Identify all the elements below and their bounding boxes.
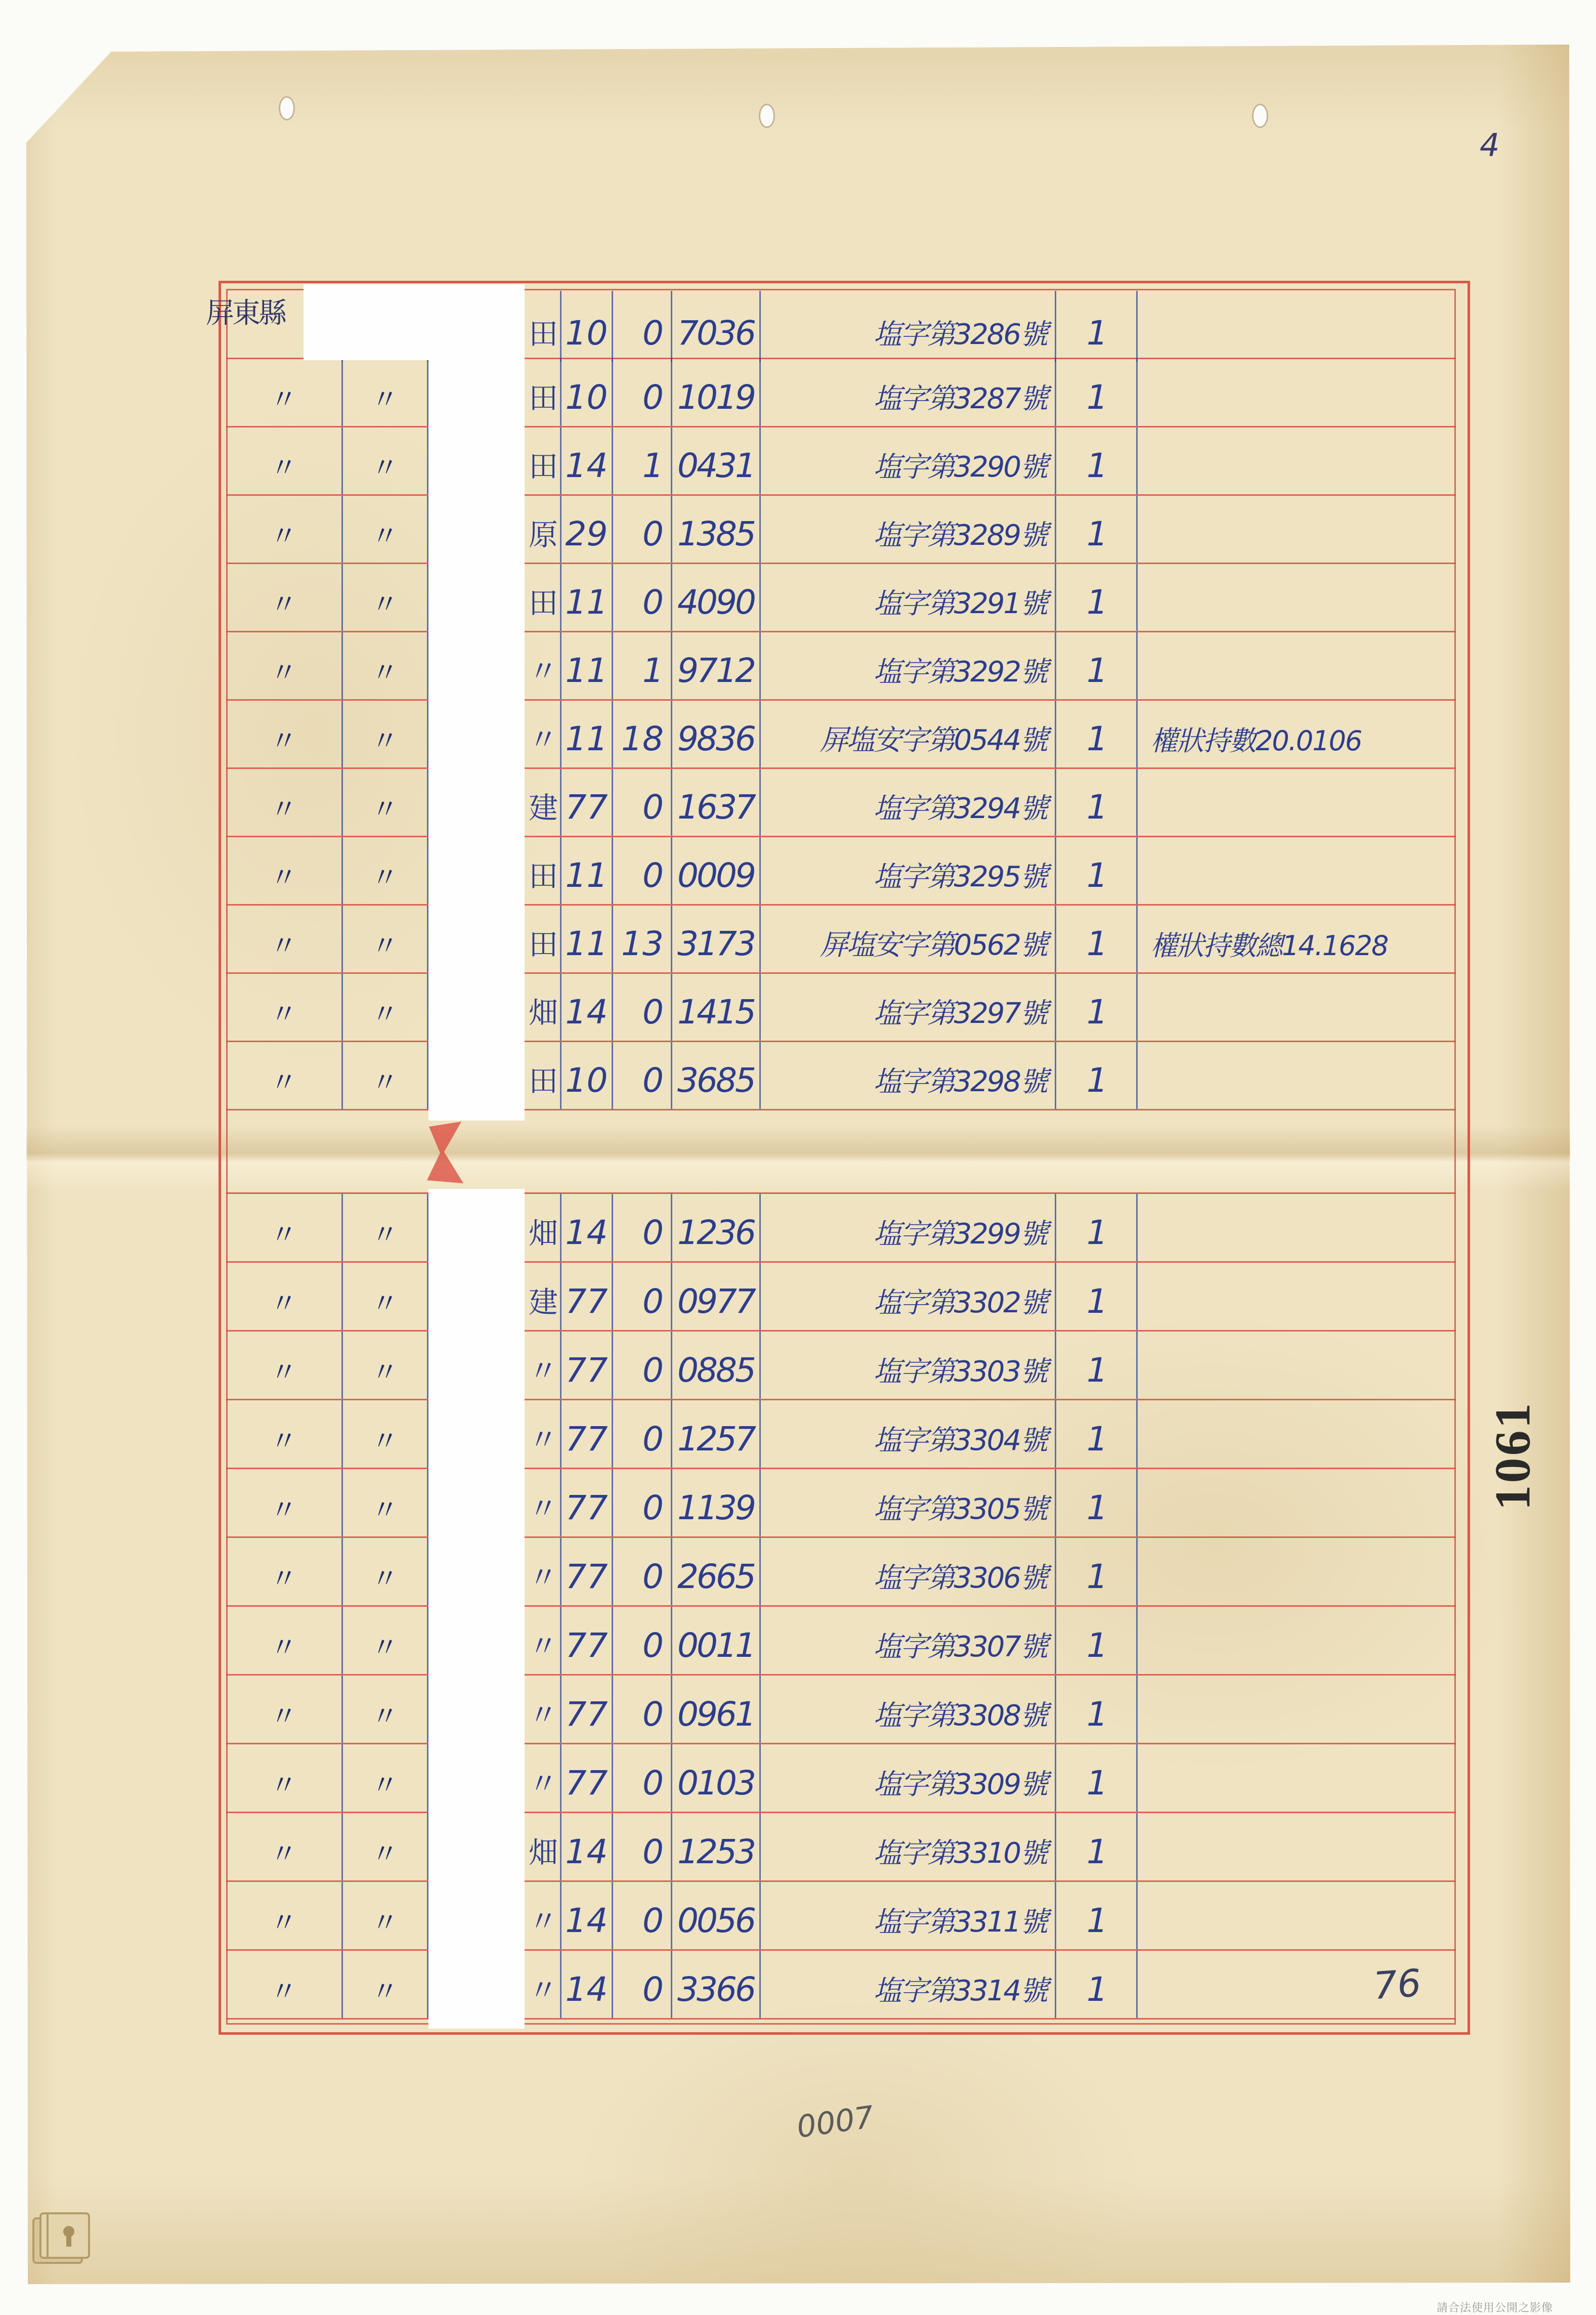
count-cell: 1 bbox=[1056, 1400, 1138, 1468]
location-ditto-cell: 〃 bbox=[343, 1882, 428, 1949]
location-ditto-cell: 〃 bbox=[343, 496, 428, 563]
location-cell: 〃 bbox=[226, 701, 343, 767]
count-cell: 1 bbox=[1056, 1538, 1138, 1605]
area-integer-cell: 0 bbox=[613, 1194, 672, 1261]
remarks-cell bbox=[1138, 1676, 1456, 1743]
area-integer-cell: 0 bbox=[613, 1400, 672, 1468]
land-category-cell: 〃 bbox=[525, 1607, 562, 1674]
location-cell: 〃 bbox=[226, 1813, 343, 1880]
grade-cell: 77 bbox=[562, 1332, 613, 1399]
land-category-cell: 〃 bbox=[525, 632, 562, 699]
location-cell: 〃 bbox=[226, 1042, 343, 1109]
redaction-box bbox=[304, 284, 525, 360]
area-decimal-cell: 0056 bbox=[672, 1882, 761, 1949]
area-decimal-cell: 1139 bbox=[672, 1469, 761, 1536]
remarks-cell bbox=[1138, 1194, 1456, 1261]
grade-cell: 77 bbox=[562, 1676, 613, 1743]
certificate-number-cell: 塩字第3302號 bbox=[761, 1263, 1056, 1330]
land-category-cell: 〃 bbox=[525, 1332, 562, 1399]
count-cell: 1 bbox=[1056, 1332, 1138, 1399]
grade-cell: 11 bbox=[562, 837, 613, 904]
area-integer-cell: 0 bbox=[613, 1042, 672, 1109]
area-integer-cell: 0 bbox=[613, 359, 672, 426]
ledger-row bbox=[226, 1951, 1456, 2020]
grade-cell: 14 bbox=[562, 1951, 613, 2018]
stamp-number: 0007 bbox=[794, 2099, 876, 2146]
count-cell: 1 bbox=[1056, 427, 1138, 494]
ledger-row bbox=[226, 1042, 1456, 1110]
grade-cell: 11 bbox=[562, 701, 613, 767]
remarks-cell bbox=[1138, 1882, 1456, 1949]
area-decimal-cell: 9712 bbox=[672, 632, 761, 699]
location-ditto-cell: 〃 bbox=[343, 564, 428, 631]
land-category-cell: 〃 bbox=[525, 1469, 562, 1536]
count-cell: 1 bbox=[1056, 837, 1138, 904]
certificate-number-cell: 塩字第3307號 bbox=[761, 1607, 1056, 1674]
location-ditto-cell: 〃 bbox=[343, 632, 428, 699]
land-category-cell: 田 bbox=[525, 291, 562, 362]
location-cell: 〃 bbox=[226, 769, 343, 836]
land-category-cell: 田 bbox=[525, 837, 562, 904]
certificate-number-cell: 塩字第3303號 bbox=[761, 1332, 1056, 1399]
punch-hole bbox=[1252, 104, 1268, 128]
count-cell: 1 bbox=[1056, 1263, 1138, 1330]
remarks-cell bbox=[1138, 769, 1456, 836]
location-cell: 〃 bbox=[226, 359, 343, 426]
count-cell: 1 bbox=[1056, 769, 1138, 836]
remarks-cell bbox=[1138, 1263, 1456, 1330]
location-cell: 〃 bbox=[226, 1469, 343, 1536]
remarks-cell bbox=[1138, 1813, 1456, 1880]
land-category-cell: 田 bbox=[525, 564, 562, 631]
area-decimal-cell: 3366 bbox=[672, 1951, 761, 2018]
watermark-text: 請合法使用公開之影像 bbox=[1437, 2302, 1554, 2314]
count-cell: 1 bbox=[1056, 1676, 1138, 1743]
certificate-number-cell: 塩字第3304號 bbox=[761, 1400, 1056, 1468]
grade-cell: 10 bbox=[562, 291, 613, 362]
grade-cell: 14 bbox=[562, 1882, 613, 1949]
grade-cell: 77 bbox=[562, 1263, 613, 1330]
location-ditto-cell: 〃 bbox=[343, 1469, 428, 1536]
ledger-row bbox=[226, 1882, 1456, 1951]
area-decimal-cell: 0977 bbox=[672, 1263, 761, 1330]
location-cell: 〃 bbox=[226, 1744, 343, 1812]
ledger-row bbox=[226, 1469, 1456, 1538]
area-integer-cell: 0 bbox=[613, 1951, 672, 2018]
land-category-cell: 建 bbox=[525, 1263, 562, 1330]
count-cell: 1 bbox=[1056, 1951, 1138, 2018]
ledger-row bbox=[226, 906, 1456, 974]
remarks-cell bbox=[1138, 974, 1456, 1041]
land-category-cell: 田 bbox=[525, 427, 562, 494]
grade-cell: 11 bbox=[562, 632, 613, 699]
area-integer-cell: 0 bbox=[613, 769, 672, 836]
location-cell: 〃 bbox=[226, 1194, 343, 1261]
location-ditto-cell: 〃 bbox=[343, 1607, 428, 1674]
location-cell: 〃 bbox=[226, 427, 343, 494]
area-integer-cell: 0 bbox=[613, 1744, 672, 1812]
count-cell: 1 bbox=[1056, 1882, 1138, 1949]
ledger-row bbox=[226, 1744, 1456, 1813]
grade-cell: 77 bbox=[562, 1607, 613, 1674]
remarks-cell bbox=[1138, 1607, 1456, 1674]
remarks-cell bbox=[1138, 1469, 1456, 1536]
location-cell: 〃 bbox=[226, 1400, 343, 1468]
location-ditto-cell: 〃 bbox=[343, 1813, 428, 1880]
location-ditto-cell: 〃 bbox=[343, 837, 428, 904]
certificate-number-cell: 塩字第3286號 bbox=[761, 291, 1056, 362]
area-decimal-cell: 1637 bbox=[672, 769, 761, 836]
remarks-cell bbox=[1138, 632, 1456, 699]
ledger-row bbox=[226, 359, 1456, 427]
location-ditto-cell: 〃 bbox=[343, 1951, 428, 2018]
location-ditto-cell: 〃 bbox=[343, 1676, 428, 1743]
count-cell: 1 bbox=[1056, 359, 1138, 426]
area-integer-cell: 0 bbox=[613, 1332, 672, 1399]
area-decimal-cell: 1415 bbox=[672, 974, 761, 1041]
location-ditto-cell: 〃 bbox=[343, 1332, 428, 1399]
location-cell: 〃 bbox=[226, 1263, 343, 1330]
certificate-number-cell: 屏塩安字第0544號 bbox=[761, 701, 1056, 767]
location-cell: 〃 bbox=[226, 1951, 343, 2018]
grade-cell: 29 bbox=[562, 496, 613, 563]
archive-number-stamp: 1061 bbox=[1484, 1401, 1541, 1511]
land-category-cell: 〃 bbox=[525, 701, 562, 767]
area-integer-cell: 0 bbox=[613, 837, 672, 904]
count-cell: 1 bbox=[1056, 1042, 1138, 1109]
certificate-number-cell: 塩字第3297號 bbox=[761, 974, 1056, 1041]
remarks-cell bbox=[1138, 1042, 1456, 1109]
area-decimal-cell: 2665 bbox=[672, 1538, 761, 1605]
certificate-number-cell: 塩字第3310號 bbox=[761, 1813, 1056, 1880]
area-integer-cell: 0 bbox=[613, 1538, 672, 1605]
count-cell: 1 bbox=[1056, 1744, 1138, 1812]
location-ditto-cell: 〃 bbox=[343, 1042, 428, 1109]
fold-notch-mark bbox=[425, 1121, 465, 1186]
area-decimal-cell: 1385 bbox=[672, 496, 761, 563]
area-integer-cell: 0 bbox=[613, 564, 672, 631]
location-cell: 〃 bbox=[226, 632, 343, 699]
location-cell: 〃 bbox=[226, 1882, 343, 1949]
location-cell: 〃 bbox=[226, 974, 343, 1041]
grade-cell: 14 bbox=[562, 974, 613, 1041]
area-integer-cell: 13 bbox=[613, 906, 672, 972]
count-cell: 1 bbox=[1056, 564, 1138, 631]
land-category-cell: 建 bbox=[525, 769, 562, 836]
certificate-number-cell: 塩字第3290號 bbox=[761, 427, 1056, 494]
area-decimal-cell: 7036 bbox=[672, 291, 761, 362]
count-cell: 1 bbox=[1056, 701, 1138, 767]
ledger-row bbox=[226, 564, 1456, 632]
location-ditto-cell: 〃 bbox=[343, 1263, 428, 1330]
count-cell: 1 bbox=[1056, 1469, 1138, 1536]
land-category-cell: 〃 bbox=[525, 1744, 562, 1812]
grade-cell: 77 bbox=[562, 1538, 613, 1605]
land-category-cell: 〃 bbox=[525, 1538, 562, 1605]
grade-cell: 11 bbox=[562, 906, 613, 972]
area-integer-cell: 0 bbox=[613, 496, 672, 563]
ledger-row bbox=[226, 1263, 1456, 1332]
area-integer-cell: 0 bbox=[613, 1469, 672, 1536]
location-cell: 〃 bbox=[226, 1607, 343, 1674]
area-decimal-cell: 0885 bbox=[672, 1332, 761, 1399]
archive-book-icon bbox=[29, 2208, 96, 2268]
area-decimal-cell: 0009 bbox=[672, 837, 761, 904]
grade-cell: 14 bbox=[562, 1194, 613, 1261]
location-ditto-cell: 〃 bbox=[343, 769, 428, 836]
area-decimal-cell: 3173 bbox=[672, 906, 761, 972]
area-integer-cell: 0 bbox=[613, 1263, 672, 1330]
remarks-cell bbox=[1138, 291, 1456, 362]
grade-cell: 10 bbox=[562, 1042, 613, 1109]
grade-cell: 77 bbox=[562, 769, 613, 836]
ledger-upper-half bbox=[206, 291, 1456, 1110]
certificate-number-cell: 塩字第3308號 bbox=[761, 1676, 1056, 1743]
location-ditto-cell: 〃 bbox=[343, 427, 428, 494]
ledger-row bbox=[226, 1194, 1456, 1263]
location-cell: 〃 bbox=[226, 564, 343, 631]
certificate-number-cell: 塩字第3305號 bbox=[761, 1469, 1056, 1536]
certificate-number-cell: 塩字第3289號 bbox=[761, 496, 1056, 563]
location-ditto-cell: 〃 bbox=[343, 1194, 428, 1261]
area-integer-cell: 18 bbox=[613, 701, 672, 767]
count-cell: 1 bbox=[1056, 906, 1138, 972]
area-integer-cell: 0 bbox=[613, 1607, 672, 1674]
location-cell: 屏東縣 bbox=[206, 291, 343, 362]
area-integer-cell: 1 bbox=[613, 427, 672, 494]
ledger-row bbox=[226, 1676, 1456, 1744]
location-cell: 〃 bbox=[226, 1332, 343, 1399]
certificate-number-cell: 屏塩安字第0562號 bbox=[761, 906, 1056, 972]
certificate-number-cell: 塩字第3298號 bbox=[761, 1042, 1056, 1109]
certificate-number-cell: 塩字第3287號 bbox=[761, 359, 1056, 426]
location-ditto-cell: 〃 bbox=[343, 359, 428, 426]
remarks-cell bbox=[1138, 564, 1456, 631]
remarks-cell bbox=[1138, 496, 1456, 563]
remarks-cell: 權狀持數20.0106 bbox=[1150, 725, 1362, 757]
area-decimal-cell: 4090 bbox=[672, 564, 761, 631]
area-decimal-cell: 1257 bbox=[672, 1400, 761, 1468]
count-cell: 1 bbox=[1056, 1813, 1138, 1880]
area-decimal-cell: 0431 bbox=[672, 427, 761, 494]
ledger-row bbox=[226, 837, 1456, 906]
location-ditto-cell: 〃 bbox=[343, 701, 428, 767]
count-cell: 1 bbox=[1056, 496, 1138, 563]
ledger-row bbox=[226, 1607, 1456, 1676]
remarks-cell bbox=[1138, 359, 1456, 426]
grade-cell: 77 bbox=[562, 1469, 613, 1536]
area-integer-cell: 0 bbox=[613, 1882, 672, 1949]
remarks-cell bbox=[1138, 1400, 1456, 1468]
land-category-cell: 〃 bbox=[525, 1882, 562, 1949]
ledger-row bbox=[226, 1813, 1456, 1882]
grade-cell: 11 bbox=[562, 564, 613, 631]
area-decimal-cell: 0961 bbox=[672, 1676, 761, 1743]
location-ditto-cell: 〃 bbox=[343, 974, 428, 1041]
area-integer-cell: 0 bbox=[613, 974, 672, 1041]
land-category-cell: 〃 bbox=[525, 1400, 562, 1468]
location-ditto-cell: 〃 bbox=[343, 1744, 428, 1812]
remarks-cell bbox=[1138, 837, 1456, 904]
count-cell: 1 bbox=[1056, 1607, 1138, 1674]
ledger-row bbox=[226, 769, 1456, 837]
certificate-number-cell: 塩字第3291號 bbox=[761, 564, 1056, 631]
ledger-row bbox=[226, 701, 1456, 769]
ledger-row bbox=[226, 496, 1456, 564]
land-category-cell: 畑 bbox=[525, 974, 562, 1041]
certificate-number-cell: 塩字第3314號 bbox=[761, 1951, 1056, 2018]
area-integer-cell: 0 bbox=[613, 1676, 672, 1743]
area-decimal-cell: 3685 bbox=[672, 1042, 761, 1109]
area-decimal-cell: 0011 bbox=[672, 1607, 761, 1674]
punch-hole bbox=[279, 96, 295, 120]
land-category-cell: 〃 bbox=[525, 1951, 562, 2018]
certificate-number-cell: 塩字第3292號 bbox=[761, 632, 1056, 699]
ledger-row bbox=[226, 632, 1456, 701]
area-integer-cell: 0 bbox=[613, 1813, 672, 1880]
certificate-number-cell: 塩字第3311號 bbox=[761, 1882, 1056, 1949]
land-category-cell: 田 bbox=[525, 1042, 562, 1109]
area-integer-cell: 0 bbox=[613, 291, 672, 362]
certificate-number-cell: 塩字第3295號 bbox=[761, 837, 1056, 904]
location-cell: 〃 bbox=[226, 1538, 343, 1605]
sheet-number: 76 bbox=[1372, 1961, 1423, 2008]
location-cell: 〃 bbox=[226, 1676, 343, 1743]
grade-cell: 77 bbox=[562, 1400, 613, 1468]
ledger-row bbox=[226, 427, 1456, 496]
count-cell: 1 bbox=[1056, 974, 1138, 1041]
location-cell: 〃 bbox=[226, 906, 343, 972]
certificate-number-cell: 塩字第3306號 bbox=[761, 1538, 1056, 1605]
ledger-row bbox=[226, 1332, 1456, 1400]
count-cell: 1 bbox=[1056, 632, 1138, 699]
redaction-box bbox=[428, 1189, 525, 2029]
count-cell: 1 bbox=[1056, 291, 1138, 362]
land-category-cell: 畑 bbox=[525, 1194, 562, 1261]
remarks-cell: 權狀持數總14.1628 bbox=[1150, 930, 1388, 962]
grade-cell: 10 bbox=[562, 359, 613, 426]
location-ditto-cell: 〃 bbox=[343, 1538, 428, 1605]
area-decimal-cell: 1019 bbox=[672, 359, 761, 426]
grade-cell: 77 bbox=[562, 1744, 613, 1812]
location-cell: 〃 bbox=[226, 837, 343, 904]
certificate-number-cell: 塩字第3309號 bbox=[761, 1744, 1056, 1812]
remarks-cell bbox=[1138, 1538, 1456, 1605]
area-decimal-cell: 1253 bbox=[672, 1813, 761, 1880]
ledger-row bbox=[226, 974, 1456, 1042]
ledger-row bbox=[226, 1538, 1456, 1607]
ledger-row bbox=[226, 1400, 1456, 1469]
certificate-number-cell: 塩字第3299號 bbox=[761, 1194, 1056, 1261]
area-decimal-cell: 0103 bbox=[672, 1744, 761, 1812]
count-cell: 1 bbox=[1056, 1194, 1138, 1261]
remarks-cell bbox=[1138, 1332, 1456, 1399]
punch-hole bbox=[759, 104, 775, 128]
certificate-number-cell: 塩字第3294號 bbox=[761, 769, 1056, 836]
remarks-cell bbox=[1138, 427, 1456, 494]
location-ditto-cell: 〃 bbox=[343, 906, 428, 972]
area-decimal-cell: 1236 bbox=[672, 1194, 761, 1261]
remarks-cell bbox=[1138, 1744, 1456, 1812]
area-decimal-cell: 9836 bbox=[672, 701, 761, 767]
land-category-cell: 田 bbox=[525, 359, 562, 426]
redaction-box bbox=[428, 354, 525, 1121]
land-category-cell: 原 bbox=[525, 496, 562, 563]
land-category-cell: 〃 bbox=[525, 1676, 562, 1743]
land-category-cell: 畑 bbox=[525, 1813, 562, 1880]
area-integer-cell: 1 bbox=[613, 632, 672, 699]
location-cell: 〃 bbox=[226, 496, 343, 563]
ledger-lower-half bbox=[226, 1192, 1456, 2020]
land-category-cell: 田 bbox=[525, 906, 562, 972]
page-number: 4 bbox=[1480, 126, 1500, 163]
grade-cell: 14 bbox=[562, 1813, 613, 1880]
grade-cell: 14 bbox=[562, 427, 613, 494]
location-ditto-cell: 〃 bbox=[343, 1400, 428, 1468]
